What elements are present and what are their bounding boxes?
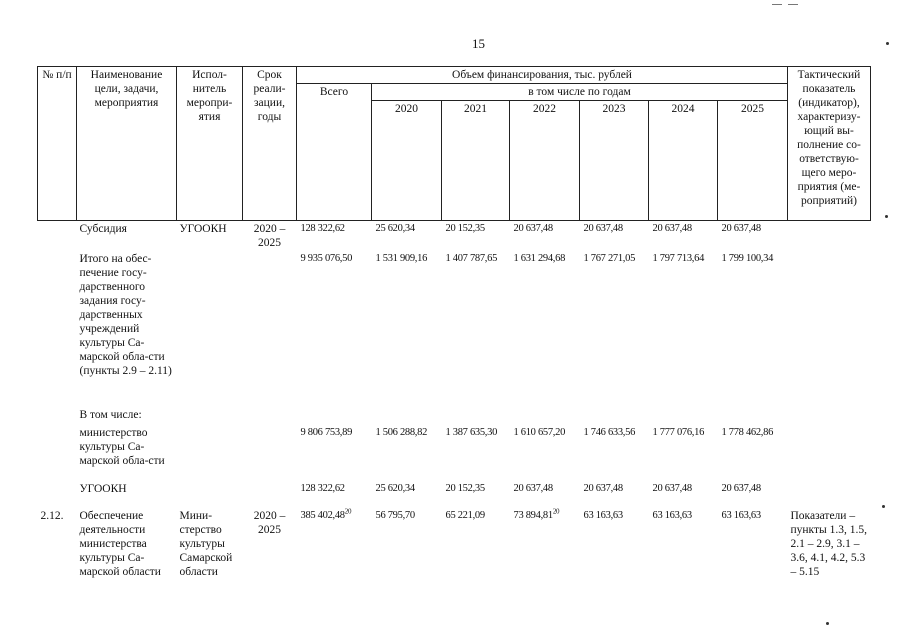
row-year-value: 1 610 657,20 — [513, 427, 566, 438]
row-year-value: 20 637,48 — [721, 483, 761, 494]
header-year: 2024 — [649, 101, 718, 221]
row-year-value — [442, 407, 510, 425]
row-year-value — [372, 407, 442, 425]
table-row — [38, 251, 871, 407]
table-row — [38, 425, 871, 481]
row-num: 2.12. — [40, 510, 64, 522]
row-name: Субсидия — [79, 223, 127, 235]
row-year-value: 20 637,48 — [652, 223, 692, 234]
row-year-value: 1 797 713,64 — [652, 253, 705, 264]
row-year-value: 25 620,34 — [375, 223, 415, 234]
row-name: Итого на обес-печение госу-дарственного задания госу-дарственных учреждений культуры Са-марской обла-сти (пункты 2.9 – 2.11) — [79, 253, 172, 377]
row-year-value — [510, 407, 580, 425]
row-year-value: 25 620,34 — [375, 483, 415, 494]
row-year-value: 1 746 633,56 — [583, 427, 636, 438]
table-row — [38, 407, 871, 425]
scan-mark — [772, 4, 782, 5]
row-year-value: 20 637,48 — [721, 223, 761, 234]
header-year: 2023 — [580, 101, 649, 221]
row-year-value: 20 637,48 — [583, 483, 623, 494]
row-year-value: 20 152,35 — [445, 483, 485, 494]
row-period — [243, 425, 297, 481]
table-body — [38, 221, 871, 582]
row-year-value: 1 531 909,16 — [375, 253, 428, 264]
row-indicator: Показатели – пункты 1.3, 1.5, 2.1 – 2.9, 3.1 – 3.6, 4.1, 4.2, 5.3 – 5.15 — [790, 510, 867, 578]
row-year-value: 20 637,48 — [513, 223, 553, 234]
scan-speck — [826, 622, 829, 625]
row-year-value: 1 387 635,30 — [445, 427, 498, 438]
table-row — [38, 481, 871, 501]
header-num: № п/п — [38, 67, 77, 221]
row-indicator — [788, 221, 871, 252]
row-year-value: 63 163,63 — [652, 510, 692, 521]
row-name: Обеспечение деятельности министерства культуры Са-марской области — [79, 510, 161, 578]
row-year-value: 20 637,48 — [652, 483, 692, 494]
header-total: Всего — [297, 84, 372, 221]
row-year-value: 20 152,35 — [445, 223, 485, 234]
row-executor — [177, 481, 243, 501]
row-indicator — [788, 425, 871, 481]
row-executor: Мини-стерство культуры Самарской области — [179, 510, 233, 578]
row-year-value: 1 407 787,65 — [445, 253, 498, 264]
table-row — [38, 221, 871, 252]
row-total: 128 322,62 — [300, 223, 345, 234]
row-period — [243, 407, 297, 425]
row-year-value: 73 894,81$^{20}$ — [513, 507, 560, 521]
header-year: 2020 — [372, 101, 442, 221]
row-year-value: 1 767 271,05 — [583, 253, 636, 264]
header-name: Наименование цели, задачи, мероприятия — [77, 67, 177, 221]
footnote-mark: 20 — [552, 507, 560, 516]
row-num — [38, 221, 77, 252]
row-indicator — [788, 407, 871, 425]
scan-speck — [882, 505, 885, 508]
row-period — [243, 481, 297, 501]
header-year: 2022 — [510, 101, 580, 221]
row-year-value: 63 163,63 — [583, 510, 623, 521]
row-name: В том числе: — [79, 409, 142, 421]
scan-speck — [886, 42, 889, 45]
header-year: 2021 — [442, 101, 510, 221]
row-year-value: 1 778 462,86 — [721, 427, 774, 438]
footnote-mark: 20 — [344, 507, 352, 516]
row-year-value — [718, 407, 788, 425]
row-total: 385 402,48$^{20}$ — [300, 507, 352, 521]
scan-speck — [885, 215, 888, 218]
row-period: 2020 – 2025 — [253, 223, 286, 249]
header-indicator: Тактический показатель (индикатор), характеризу-ющий вы-полнение со-ответствую-щего меро-приятия (ме-роприятий) — [788, 67, 871, 221]
row-period — [243, 251, 297, 407]
scan-mark — [788, 4, 798, 5]
row-num — [38, 425, 77, 481]
row-year-value: 1 799 100,34 — [721, 253, 774, 264]
row-year-value: 1 506 288,82 — [375, 427, 428, 438]
row-year-value — [649, 407, 718, 425]
row-name: УГООКН — [79, 483, 127, 495]
header-row-1 — [38, 67, 871, 84]
page-number: 15 — [472, 36, 485, 51]
row-num — [38, 481, 77, 501]
row-year-value: 65 221,09 — [445, 510, 485, 521]
row-total: 128 322,62 — [300, 483, 345, 494]
row-executor — [177, 407, 243, 425]
table-row — [38, 501, 871, 581]
row-total — [297, 407, 372, 425]
header-year: 2025 — [718, 101, 788, 221]
row-num — [38, 407, 77, 425]
row-year-value: 56 795,70 — [375, 510, 415, 521]
header-executor: Испол-нитель меропри-ятия — [177, 67, 243, 221]
header-by-years: в том числе по годам — [372, 84, 788, 101]
funding-table — [37, 66, 871, 581]
row-executor — [177, 425, 243, 481]
row-total: 9 935 076,50 — [300, 253, 353, 264]
header-funding: Объем финансирования, тыс. рублей — [297, 67, 788, 84]
row-year-value: 1 777 076,16 — [652, 427, 705, 438]
row-indicator — [788, 251, 871, 407]
row-year-value: 63 163,63 — [721, 510, 761, 521]
row-executor: УГООКН — [179, 223, 227, 235]
row-year-value — [580, 407, 649, 425]
row-year-value: 20 637,48 — [583, 223, 623, 234]
header-period: Срок реали-зации, годы — [243, 67, 297, 221]
row-name: министерство культуры Са-марской обла-сти — [79, 427, 165, 467]
row-total: 9 806 753,89 — [300, 427, 353, 438]
row-period: 2020 – 2025 — [253, 510, 286, 536]
row-indicator — [788, 481, 871, 501]
row-year-value: 20 637,48 — [513, 483, 553, 494]
row-year-value: 1 631 294,68 — [513, 253, 566, 264]
row-num — [38, 251, 77, 407]
row-executor — [177, 251, 243, 407]
